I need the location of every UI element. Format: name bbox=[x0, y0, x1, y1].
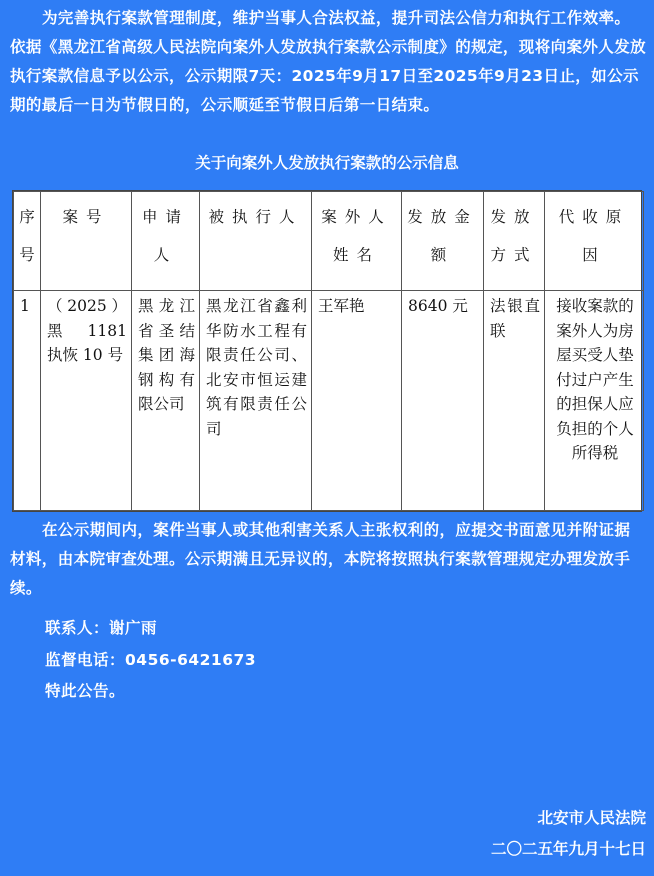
cell-case-no: （2025）黑 1181 执恢 10 号 bbox=[41, 291, 132, 511]
intro-paragraph: 为完善执行案款管理制度，维护当事人合法权益，提升司法公信力和执行工作效率。依据《黑龙江省高级人民法院向案外人发放执行案款公示制度》的规定，现将向案外人发放执行案款信息予以公示，公示期限7天：2025年9月17日至2025年9月23日止，如公示期的最后一日为节假日的，公示顺延至节假日后第一日结束。 bbox=[10, 9, 647, 114]
header-outsider-name: 案外人姓名 bbox=[312, 192, 402, 291]
table-header-row bbox=[14, 192, 644, 291]
cell-respondent: 黑龙江省鑫利华防水工程有限责任公司、北安市恒运建筑有限责任公司 bbox=[200, 291, 312, 511]
cell-reason: 接收案款的案外人为房屋买受人垫付过户产生的担保人应负担的个人所得税 bbox=[545, 291, 644, 511]
contact-person: 联系人：谢广雨 bbox=[45, 619, 158, 637]
cell-method: 法银直联 bbox=[484, 291, 545, 511]
disbursement-table bbox=[12, 190, 642, 512]
cell-seq: 1 bbox=[14, 291, 41, 511]
header-method: 发放方式 bbox=[484, 192, 545, 291]
cell-amount: 8640 元 bbox=[402, 291, 484, 511]
table-title: 关于向案外人发放执行案款的公示信息 bbox=[195, 154, 459, 172]
header-seq: 序号 bbox=[14, 192, 41, 291]
supervision-phone: 监督电话：0456-6421673 bbox=[45, 651, 257, 669]
table-row bbox=[14, 291, 644, 511]
closing-paragraph: 在公示期间内，案件当事人或其他利害关系人主张权利的，应提交书面意见并附证据材料，由本院审查处理。公示期满且无异议的，本院将按照执行案款管理规定办理发放手续。 bbox=[10, 521, 631, 597]
announcement-end: 特此公告。 bbox=[45, 682, 126, 700]
header-respondent: 被执行人 bbox=[200, 192, 312, 291]
header-reason: 代收原因 bbox=[545, 192, 644, 291]
header-case-no: 案号 bbox=[41, 192, 132, 291]
header-applicant: 申请人 bbox=[132, 192, 200, 291]
issue-date: 二〇二五年九月十七日 bbox=[490, 840, 646, 858]
cell-outsider-name: 王军艳 bbox=[312, 291, 402, 511]
header-amount: 发放金额 bbox=[402, 192, 484, 291]
cell-applicant: 黑龙江省圣结集团海钢构有限公司 bbox=[132, 291, 200, 511]
court-name: 北安市人民法院 bbox=[537, 809, 646, 827]
